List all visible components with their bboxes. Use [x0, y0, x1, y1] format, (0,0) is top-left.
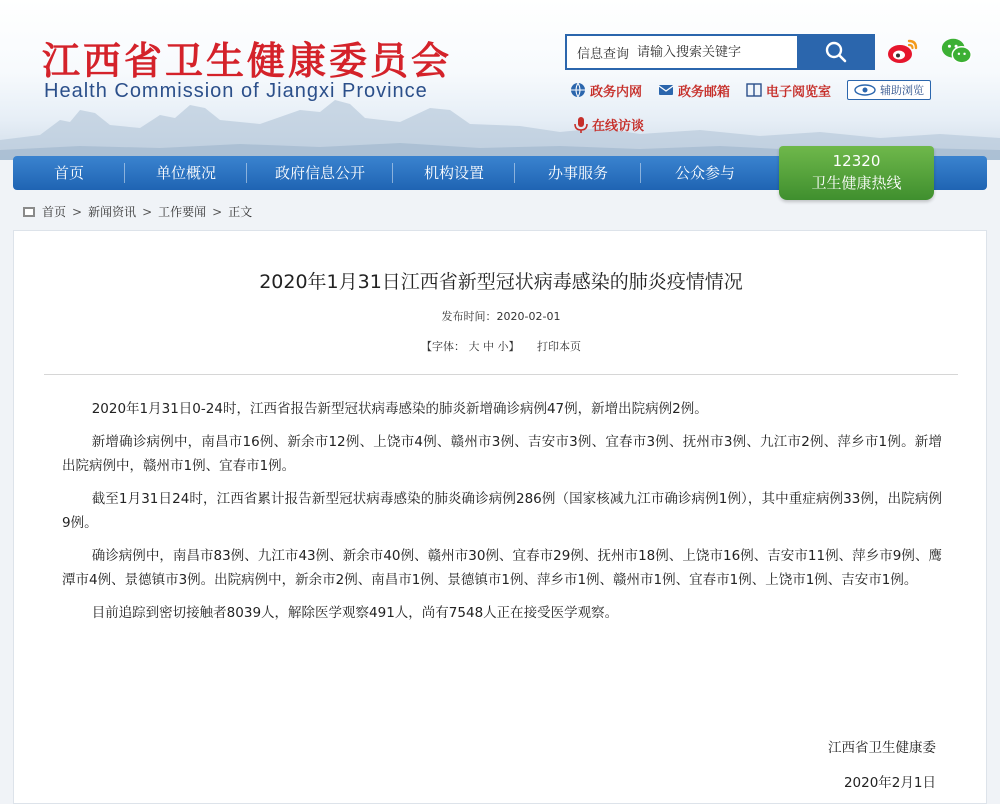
article-paragraph: 目前追踪到密切接触者8039人，解除医学观察491人，尚有7548人正在接受医学观察。 [91, 605, 619, 621]
intranet-link[interactable] [570, 80, 642, 100]
nav-item-participation[interactable]: 公众参与 [674, 164, 735, 182]
home-icon [22, 206, 36, 218]
live-interview-label: 在线访谈 [592, 119, 645, 134]
article-body [62, 397, 942, 634]
reading-room-label: 电子阅览室 [766, 84, 832, 100]
nav-item-gov-info[interactable]: 政府信息公开 [247, 156, 393, 190]
globe-icon [570, 82, 586, 98]
chevron-right-icon: > [212, 204, 223, 219]
font-small-button[interactable]: 小 [497, 340, 509, 353]
font-large-button[interactable]: 大 [468, 340, 480, 353]
breadcrumb-home[interactable]: 首页 [42, 205, 67, 219]
publish-info [14, 308, 988, 324]
search-box [565, 34, 875, 70]
publish-date: 2020-02-01 [496, 310, 561, 323]
chevron-right-icon: > [142, 204, 153, 219]
quick-links [570, 80, 931, 100]
font-size-close: 】 [508, 340, 520, 353]
nav-item-services[interactable]: 办事服务 [515, 156, 641, 190]
hotline-label: 卫生健康热线 [811, 174, 902, 192]
search-button[interactable] [797, 34, 875, 70]
book-icon [746, 83, 762, 97]
article-paragraph: 新增确诊病例中，南昌市16例、新余市12例、上饶市4例、赣州市3例、吉安市3例、宜春市3例、抚州市3例、九江市2例、萍乡市1例。新增出院病例中，赣州市1例、宜春市1例。 [62, 434, 942, 474]
assist-browse-button[interactable] [847, 80, 931, 100]
site-title: 江西省卫生健康委员会 [42, 38, 453, 83]
live-interview-link[interactable] [572, 115, 644, 134]
breadcrumb-current: 正文 [228, 205, 253, 219]
chevron-right-icon: > [72, 204, 83, 219]
print-page-link[interactable]: 打印本页 [536, 340, 581, 353]
article-paragraph: 确诊病例中，南昌市83例、九江市43例、新余市40例、赣州市30例、宜春市29例、抚州市18例、上饶市16例、吉安市11例、萍乡市9例、鹰潭市4例、景德镇市3例。出院病例中，新余市2例、南昌市1例、景德镇市1例、萍乡市1例、赣州市1例、宜春市1例、上饶市1例、吉安市1例。 [62, 548, 942, 588]
site-subtitle: Health Commission of Jiangxi Province [44, 80, 428, 102]
article-signature: 江西省卫生健康委 [828, 740, 936, 756]
breadcrumb-news[interactable]: 新闻资讯 [88, 205, 137, 219]
hotline-number: 12320 [832, 152, 881, 170]
mail-icon [658, 83, 674, 97]
eye-icon [854, 84, 876, 96]
article-tools [14, 338, 988, 354]
article-divider [44, 374, 958, 375]
search-icon [825, 41, 847, 63]
article-paragraph: 截至1月31日24时，江西省累计报告新型冠状病毒感染的肺炎确诊病例286例（国家核减九江市确诊病例1例），其中重症病例33例，出院病例9例。 [62, 491, 942, 531]
font-medium-button[interactable]: 中 [483, 340, 494, 353]
article-title: 2020年1月31日江西省新型冠状病毒感染的肺炎疫情情况 [259, 271, 743, 293]
publish-label: 发布时间： [441, 310, 497, 323]
site-header [0, 0, 1000, 160]
weibo-icon[interactable] [886, 34, 920, 68]
wechat-icon[interactable] [940, 34, 974, 68]
mail-link[interactable] [658, 80, 730, 100]
nav-item-overview[interactable]: 单位概况 [125, 156, 247, 190]
microphone-icon [572, 116, 590, 134]
hotline-button[interactable] [779, 146, 934, 200]
mail-label: 政务邮箱 [678, 84, 731, 100]
search-input[interactable] [637, 45, 787, 60]
nav-item-home[interactable]: 首页 [13, 156, 125, 190]
search-label: 信息查询 [577, 46, 630, 62]
font-size-label: 【字体： [421, 340, 465, 353]
article-panel [13, 230, 987, 804]
intranet-label: 政务内网 [590, 84, 643, 100]
article-paragraph: 2020年1月31日0-24时，江西省报告新型冠状病毒感染的肺炎新增确诊病例47例，新增出院病例2例。 [91, 401, 708, 417]
assist-browse-label: 辅助浏览 [880, 84, 925, 97]
breadcrumb-work-news[interactable]: 工作要闻 [158, 205, 207, 219]
breadcrumb [22, 203, 252, 220]
reading-room-link[interactable] [746, 80, 831, 100]
nav-item-organization[interactable]: 机构设置 [393, 156, 515, 190]
article-sign-date: 2020年2月1日 [843, 775, 936, 791]
